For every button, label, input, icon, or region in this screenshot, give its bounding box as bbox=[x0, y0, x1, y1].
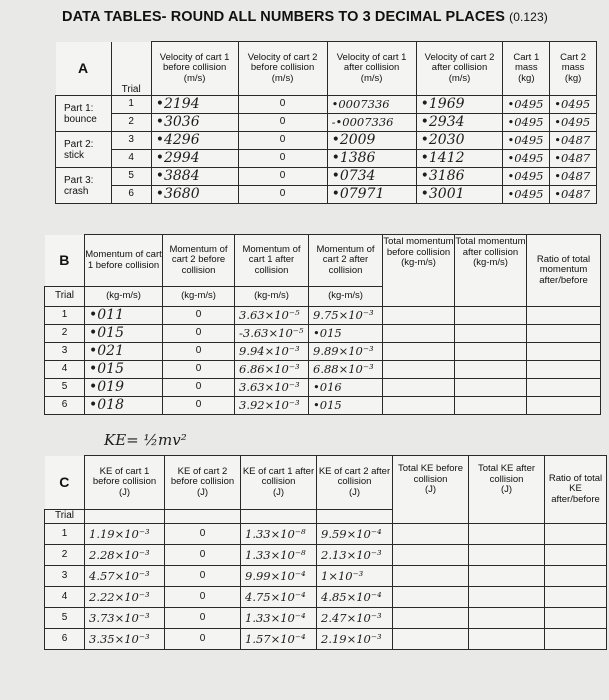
table-a bbox=[55, 41, 597, 204]
table-b-trial-header: Trial bbox=[45, 287, 85, 307]
table-b-header-p1-after: Momentum of cart 1 after collision bbox=[235, 235, 309, 287]
table-a-header-v2-after: Velocity of cart 2 after collision (m/s) bbox=[416, 42, 503, 96]
table-c-header-ke1-after: KE of cart 1 after collision (J) bbox=[241, 456, 317, 510]
table-a-header-v2-before: Velocity of cart 2 before collision (m/s) bbox=[238, 42, 327, 96]
page-title bbox=[62, 9, 548, 25]
table-c bbox=[44, 455, 607, 650]
table-a-header-mass1: Cart 1 mass (kg) bbox=[503, 42, 550, 96]
table-row: 5 3.73×10⁻³ 0 1.33×10⁻⁴ 2.47×10⁻³ bbox=[45, 608, 607, 629]
page-title-sub: (0.123) bbox=[509, 10, 548, 24]
table-c-header-ke1-before: KE of cart 1 before collision (J) bbox=[85, 456, 165, 510]
table-row: 2 2.28×10⁻³ 0 1.33×10⁻⁸ 2.13×10⁻³ bbox=[45, 545, 607, 566]
part-label-crash: Part 3: crash bbox=[56, 168, 112, 204]
table-a-header-v1-before: Velocity of cart 1 before collision (m/s) bbox=[151, 42, 238, 96]
table-b-header-p2-before: Momentum of cart 2 before collision bbox=[163, 235, 235, 287]
table-c-letter: C bbox=[45, 456, 85, 510]
table-c-header-ratio: Ratio of total KE after/before bbox=[545, 456, 607, 524]
table-c-header-total-after: Total KE after collision (J) bbox=[469, 456, 545, 524]
table-b-header-total-before: Total momentum before collision (kg-m/s) bbox=[383, 235, 455, 307]
part-label-stick: Part 2: stick bbox=[56, 132, 112, 168]
table-b-header-p1-before: Momentum of cart 1 before collision bbox=[85, 235, 163, 287]
table-a-header-mass2: Cart 2 mass (kg) bbox=[550, 42, 597, 96]
table-b-letter: B bbox=[45, 235, 85, 287]
table-row: Part 1: bounce 1 •2194 0 •0007336 •1969 •0495 •0495 bbox=[56, 96, 597, 114]
table-c-trial-header: Trial bbox=[45, 510, 85, 524]
table-row: Part 3: crash 5 •3884 0 •0734 •3186 •0495 •0487 bbox=[56, 168, 597, 186]
table-row: 4 •015 0 6.86×10⁻³ 6.88×10⁻³ bbox=[45, 361, 601, 379]
table-b: B Momentum of cart 1 before collision Momentum of cart 2 before collision Momentum of cart 1 after collision Momentum of cart 2 after collision Total momentum before collision (kg-m/s) Total momentum after collision (kg-m/s) Ratio of total momentum after/before Trial (kg-m/s) (kg-m/s) (kg-m/s) (kg-m/s) 1 •011 0 3.63×10⁻⁵ 9.75×10⁻³ 2 •015 0 -3.63×10⁻⁵ •015 3 •021 0 9.94×10⁻³ 9.89×10⁻³ 4 •015 0 6.86×10⁻³ 6.88×10⁻³ 5 •019 0 3.63×10⁻³ •016 6 •018 0 3.92×10⁻³ •015 bbox=[44, 234, 601, 415]
table-c-header-ke2-before: KE of cart 2 before collision (J) bbox=[165, 456, 241, 510]
table-row: 4 2.22×10⁻³ 0 4.75×10⁻⁴ 4.85×10⁻⁴ bbox=[45, 587, 607, 608]
table-row: 4 •2994 0 •1386 •1412 •0495 •0487 bbox=[56, 150, 597, 168]
table-a-letter: A bbox=[56, 42, 112, 96]
table-row: Part 2: stick 3 •4296 0 •2009 •2030 •0495 •0487 bbox=[56, 132, 597, 150]
table-row: 2 •3036 0 -•0007336 •2934 •0495 •0495 bbox=[56, 114, 597, 132]
table-c-header-total-before: Total KE before collision (J) bbox=[393, 456, 469, 524]
table-row: 6 •3680 0 •07971 •3001 •0495 •0487 bbox=[56, 186, 597, 204]
table-row: 5 •019 0 3.63×10⁻³ •016 bbox=[45, 379, 601, 397]
table-row: 6 •018 0 3.92×10⁻³ •015 bbox=[45, 397, 601, 415]
table-row: 6 3.35×10⁻³ 0 1.57×10⁻⁴ 2.19×10⁻³ bbox=[45, 629, 607, 650]
table-a-trial-header: Trial bbox=[121, 83, 141, 95]
table-c-header-ke2-after: KE of cart 2 after collision (J) bbox=[317, 456, 393, 510]
table-b-header-ratio: Ratio of total momentum after/before bbox=[527, 235, 601, 307]
table-b-header-total-after: Total momentum after collision (kg-m/s) bbox=[455, 235, 527, 307]
ke-formula-note: KE= ½mv² bbox=[104, 431, 187, 449]
table-row: 3 •021 0 9.94×10⁻³ 9.89×10⁻³ bbox=[45, 343, 601, 361]
table-row: 1 1.19×10⁻³ 0 1.33×10⁻⁸ 9.59×10⁻⁴ bbox=[45, 524, 607, 545]
table-row: 2 •015 0 -3.63×10⁻⁵ •015 bbox=[45, 325, 601, 343]
part-label-bounce: Part 1: bounce bbox=[56, 96, 112, 132]
table-a-header-v1-after: Velocity of cart 1 after collision (m/s) bbox=[327, 42, 416, 96]
page-title-main: DATA TABLES- ROUND ALL NUMBERS TO 3 DECIMAL PLACES bbox=[62, 9, 505, 25]
table-b-header-p2-after: Momentum of cart 2 after collision bbox=[309, 235, 383, 287]
table-row: 3 4.57×10⁻³ 0 9.99×10⁻⁴ 1×10⁻³ bbox=[45, 566, 607, 587]
table-row: 1 •011 0 3.63×10⁻⁵ 9.75×10⁻³ bbox=[45, 307, 601, 325]
